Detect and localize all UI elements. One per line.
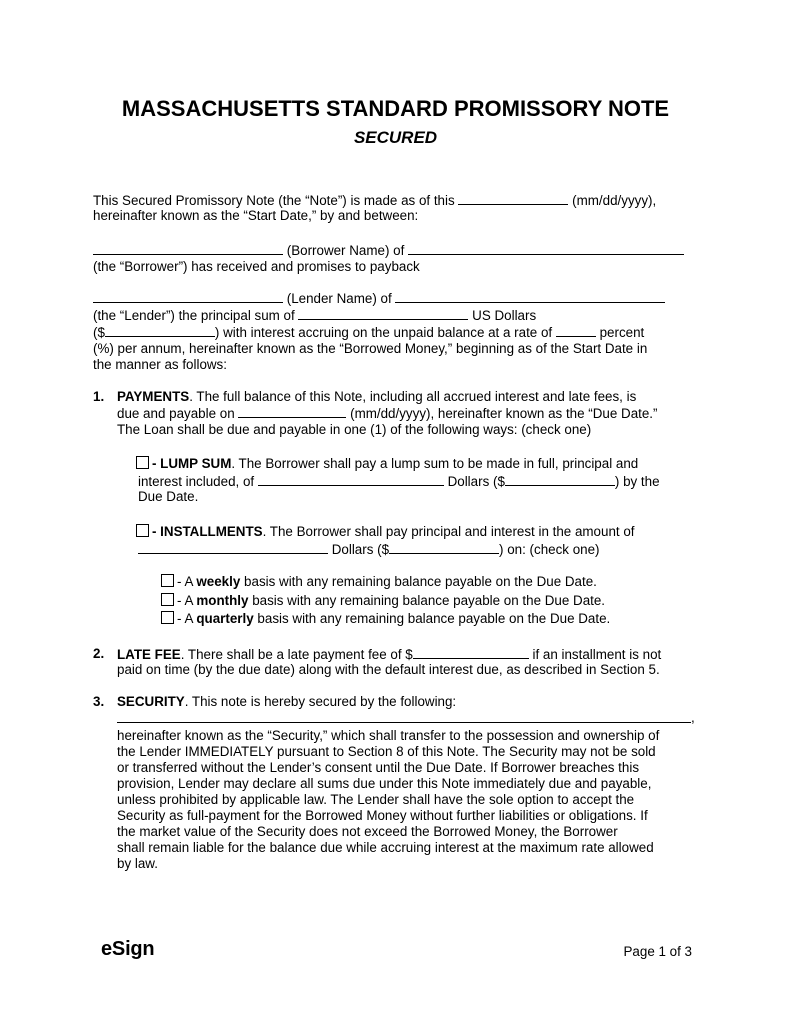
esign-logo: eSign [101, 938, 155, 960]
interest-rate-label: ) with interest accruing on the unpaid balance at a rate of [214, 325, 553, 340]
percent-label: percent [599, 325, 645, 340]
installments-line-2 [138, 541, 600, 558]
lender-name-field[interactable] [93, 290, 283, 303]
lender-line-4: (%) per annum, hereinafter known as the “Borrowed Money,” beginning as of the Start Date in [93, 341, 648, 356]
intro-line-2: hereinafter known as the “Start Date,” by and between: [93, 208, 419, 223]
installment-amount-field[interactable] [389, 541, 499, 554]
security-field[interactable] [117, 722, 691, 723]
security-comma: , [691, 710, 695, 725]
installments-checkbox[interactable] [136, 524, 149, 537]
lender-line-1 [93, 290, 665, 307]
late-fee-label: . There shall be a late payment fee of $ [180, 647, 413, 662]
lender-name-label: (Lender Name) of [286, 291, 392, 306]
section-2-line-2: paid on time (by the due date) along with the default interest due, as described in Section 5. [117, 662, 660, 677]
lump-sum-words-field[interactable] [258, 473, 444, 486]
document-subtitle: SECURED [353, 128, 438, 147]
security-text-line: the market value of the Security does not exceed the Borrowed Money, the Borrower [117, 824, 618, 839]
quarterly-label: quarterly [196, 611, 254, 626]
borrower-line-1 [93, 242, 684, 259]
lump-sum-text: . The Borrower shall pay a lump sum to be made in full, principal and [231, 456, 639, 471]
installment-dollars-label: Dollars ($ [331, 542, 390, 557]
quarterly-checkbox[interactable] [161, 611, 174, 624]
installment-on-label: ) on: (check one) [499, 542, 600, 557]
option-text: basis with any remaining balance payable on the Due Date. [257, 611, 611, 626]
section-3-line-1 [117, 694, 456, 710]
section-1-line-3: The Loan shall be due and payable in one (1) of the following ways: (check one) [117, 422, 592, 437]
option-quarterly [161, 611, 610, 627]
lump-sum-checkbox[interactable] [136, 456, 149, 469]
lender-address-field[interactable] [395, 290, 665, 303]
section-2-number: 2. [93, 646, 105, 661]
security-text-line: Security as full-payment for the Borrowed Money without further liabilities or obligations. If [117, 808, 648, 823]
monthly-checkbox[interactable] [161, 593, 174, 606]
intro-line-1 [93, 192, 656, 209]
section-1-heading: PAYMENTS [117, 389, 190, 404]
principal-words-field[interactable] [298, 307, 468, 320]
principal-amount-field[interactable] [105, 324, 215, 337]
due-date-label: due and payable on [117, 406, 235, 421]
borrower-name-label: (Borrower Name) of [286, 243, 405, 258]
lump-sum-line-1 [136, 456, 638, 472]
lump-sum-line-3: Due Date. [138, 489, 199, 504]
lender-line-5: the manner as follows: [93, 357, 227, 372]
monthly-label: monthly [196, 593, 249, 608]
section-1-text: . The full balance of this Note, including all accrued interest and late fees, is [189, 389, 637, 404]
due-date-hint: (mm/dd/yyyy), hereinafter known as the “Due Date.” [350, 406, 658, 421]
security-text-line: or transferred without the Lender’s consent until the Due Date. If Borrower breaches this [117, 760, 640, 775]
weekly-checkbox[interactable] [161, 574, 174, 587]
due-date-field[interactable] [238, 405, 346, 418]
option-prefix: - A [177, 574, 193, 589]
lump-sum-dollars-label: Dollars ($ [447, 474, 505, 489]
lump-sum-by-label: ) by the [614, 474, 660, 489]
late-fee-field[interactable] [413, 646, 529, 659]
weekly-label: weekly [196, 574, 241, 589]
section-1-line-1 [117, 389, 636, 405]
installments-heading: - INSTALLMENTS [152, 524, 263, 539]
option-weekly [161, 574, 597, 590]
security-text-line: by law. [117, 856, 158, 871]
principal-sum-label: (the “Lender”) the principal sum of [93, 308, 295, 323]
borrower-line-2: (the “Borrower”) has received and promises to payback [93, 259, 420, 274]
lump-sum-line-2 [138, 473, 660, 490]
lump-sum-amount-field[interactable] [505, 473, 615, 486]
late-fee-text: if an installment is not [532, 647, 662, 662]
section-1-line-2 [117, 405, 657, 422]
page-number: Page 1 of 3 [623, 944, 692, 959]
section-3-number: 3. [93, 694, 105, 709]
start-date-field[interactable] [458, 192, 568, 205]
date-format-hint: (mm/dd/yyyy), [572, 193, 657, 208]
lender-line-2 [93, 307, 536, 324]
borrower-name-field[interactable] [93, 242, 283, 255]
option-text: basis with any remaining balance payable on the Due Date. [252, 593, 606, 608]
option-prefix: - A [177, 611, 193, 626]
section-2-line-1 [117, 646, 661, 663]
lump-sum-heading: - LUMP SUM [152, 456, 232, 471]
us-dollars-label: US Dollars [472, 308, 537, 323]
section-1-number: 1. [93, 389, 105, 404]
security-text-line: provision, Lender may declare all sums due under this Note immediately due and payable, [117, 776, 652, 791]
installments-line-1 [136, 524, 635, 540]
section-2-heading: LATE FEE [117, 647, 181, 662]
lump-sum-amount-label: interest included, of [138, 474, 255, 489]
intro-text: This Secured Promissory Note (the “Note”) is made as of this [93, 193, 455, 208]
option-monthly [161, 593, 605, 609]
security-text-line: shall remain liable for the balance due while accruing interest at the maximum rate allowed [117, 840, 654, 855]
document-title: MASSACHUSETTS STANDARD PROMISSORY NOTE [121, 96, 670, 121]
option-prefix: - A [177, 593, 193, 608]
security-text-line: the Lender IMMEDIATELY pursuant to Section 8 of this Note. The Security may not be sold [117, 744, 656, 759]
security-text-line: unless prohibited by applicable law. The Lender shall have the sole option to accept the [117, 792, 635, 807]
section-3-heading: SECURITY [117, 694, 185, 709]
dollar-sign-label: ($ [93, 325, 105, 340]
installment-words-field[interactable] [138, 541, 328, 554]
security-text-line: hereinafter known as the “Security,” which shall transfer to the possession and ownership of [117, 728, 660, 743]
installments-text: . The Borrower shall pay principal and interest in the amount of [262, 524, 635, 539]
option-text: basis with any remaining balance payable on the Due Date. [244, 574, 597, 589]
section-3-text: . This note is hereby secured by the following: [184, 694, 457, 709]
interest-rate-field[interactable] [556, 324, 596, 337]
borrower-address-field[interactable] [408, 242, 684, 255]
lender-line-3 [93, 324, 644, 341]
